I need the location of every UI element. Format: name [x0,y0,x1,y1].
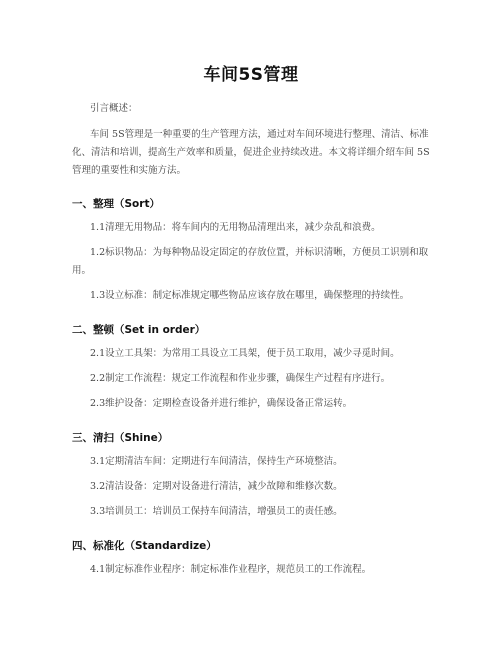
section-item: 3.3培训员工：培训员工保持车间清洁，增强员工的责任感。 [90,506,343,517]
page-title: 车间5S管理 [203,65,299,85]
section-item: 3.1定期清洁车间：定期进行车间清洁，保持生产环境整洁。 [90,456,343,467]
section-shine [72,430,432,528]
section-item: 2.1设立工具架：为常用工具设立工具架，便于员工取用，减少寻觅时间。 [90,348,400,359]
section-item: 1.3设立标准：制定标准规定哪些物品应该存放在哪里，确保整理的持续性。 [90,290,410,301]
section-heading: 三、清扫（Shine） [72,432,169,444]
section-heading: 一、整理（Sort） [72,198,160,210]
section-standardize [72,538,432,586]
section-sort [72,196,432,312]
section-item: 2.2制定工作流程：规定工作流程和作业步骤，确保生产过程有序进行。 [90,373,391,384]
intro-paragraph: 车间 5S管理是一种重要的生产管理方法，通过对车间环境进行整理、清洁、标准化、清洁和培训，提高生产效率和质量，促进企业持续改进。本文将详细介绍车间 5S管理的重要性和实施方法。 [72,129,430,176]
section-heading: 四、标准化（Standardize） [72,540,217,552]
section-heading: 二、整顿（Set in order） [72,324,206,336]
section-item: 1.2标识物品：为每种物品设定固定的存放位置，并标识清晰，方便员工识别和取用。 [72,247,429,276]
intro-label: 引言概述： [90,103,138,114]
section-set-in-order [72,322,432,420]
section-item: 3.2清洁设备：定期对设备进行清洁，减少故障和维修次数。 [90,481,343,492]
section-item: 1.1清理无用物品：将车间内的无用物品清理出来，减少杂乱和浪费。 [90,222,381,233]
section-item: 4.1制定标准作业程序：制定标准作业程序，规范员工的工作流程。 [90,564,372,575]
section-item: 2.3维护设备：定期检查设备并进行维护，确保设备正常运转。 [90,398,353,409]
